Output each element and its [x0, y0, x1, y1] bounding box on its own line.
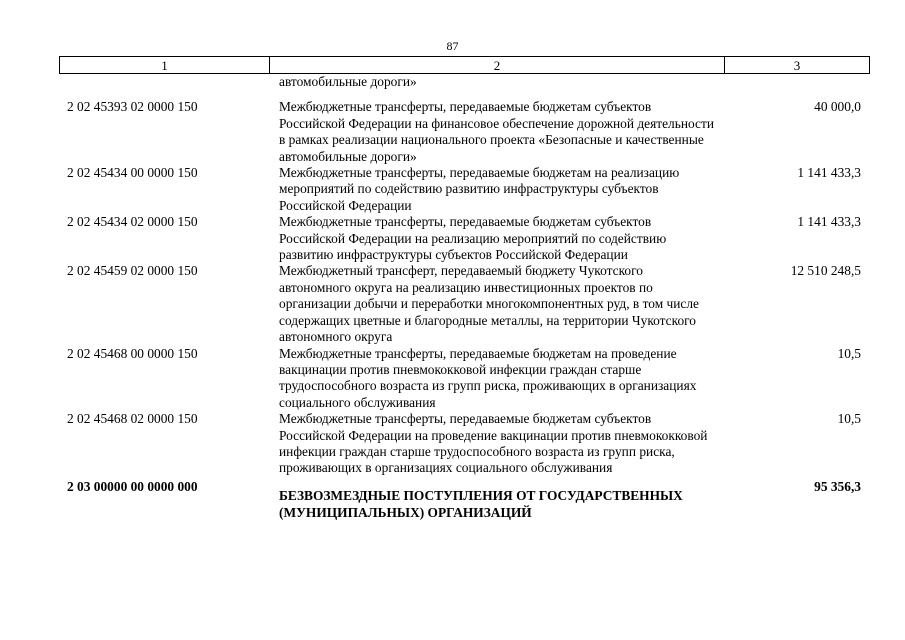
row-code: 2 02 45468 02 0000 150	[67, 411, 198, 427]
row-description: Межбюджетные трансферты, передаваемые бюджетам на проведение вакцинации против пневмококковой инфекции граждан старше трудоспособного возраста из групп риска, проживающих в организациях социального обслуживания	[279, 345, 697, 410]
table-row	[59, 411, 869, 477]
row-amount: 40 000,0	[814, 99, 861, 115]
row-code: 2 02 45393 02 0000 150	[67, 99, 198, 115]
row-description: Межбюджетные трансферты, передаваемые бюджетам на реализацию мероприятий по содействию развитию инфраструктуры субъектов Российской Федерации	[279, 165, 680, 213]
row-amount: 12 510 248,5	[790, 263, 861, 279]
table-row	[59, 90, 869, 165]
row-amount: 1 141 433,3	[797, 165, 861, 181]
page-number: 87	[446, 39, 459, 53]
column-header-2: 2	[270, 57, 725, 74]
row-code	[59, 74, 269, 90]
row-description: Межбюджетный трансферт, передаваемый бюджету Чукотского автономного округа на реализацию инвестиционных проектов по организации добычи и переработки многокомпонентных руд, в том числе содержащих цветные и благородные металлы, на территории Чукотского автономного округа	[279, 263, 699, 345]
table-row	[59, 263, 869, 345]
row-description: БЕЗВОЗМЕЗДНЫЕ ПОСТУПЛЕНИЯ ОТ ГОСУДАРСТВЕННЫХ (МУНИЦИПАЛЬНЫХ) ОРГАНИЗАЦИЙ	[279, 487, 683, 520]
row-amount: 10,5	[837, 411, 861, 427]
row-description: автомобильные дороги»	[279, 74, 417, 89]
row-amount: 95 356,3	[814, 478, 861, 494]
column-header-3: 3	[725, 57, 870, 74]
table-row	[59, 74, 869, 90]
row-description: Межбюджетные трансферты, передаваемые бюджетам субъектов Российской Федерации на реализацию мероприятий по содействию развитию инфраструктуры субъектов Российской Федерации	[279, 214, 667, 263]
column-header-1: 1	[60, 57, 270, 74]
row-description: Межбюджетные трансферты, передаваемые бюджетам субъектов Российской Федерации на проведение вакцинации против пневмококковой инфекции граждан старше трудоспособного возраста из групп риска, проживающих в организациях социального обслуживания	[279, 411, 708, 476]
table-row-total	[59, 477, 869, 521]
row-code: 2 03 00000 00 0000 000	[67, 478, 198, 494]
row-code: 2 02 45434 00 0000 150	[67, 165, 198, 181]
row-amount: 1 141 433,3	[797, 214, 861, 230]
table-row	[59, 165, 869, 214]
row-amount	[724, 74, 869, 90]
row-description: Межбюджетные трансферты, передаваемые бюджетам субъектов Российской Федерации на финансовое обеспечение дорожной деятельности в рамках реализации национального проекта «Безопасные и качественные автомобильные дороги»	[279, 99, 714, 164]
row-code: 2 02 45434 02 0000 150	[67, 214, 198, 230]
row-code: 2 02 45468 00 0000 150	[67, 345, 198, 361]
table-header	[59, 56, 870, 74]
budget-table	[59, 74, 869, 521]
row-amount: 10,5	[837, 345, 861, 361]
table-row	[59, 214, 869, 263]
row-code: 2 02 45459 02 0000 150	[67, 263, 198, 279]
table-row	[59, 346, 869, 412]
